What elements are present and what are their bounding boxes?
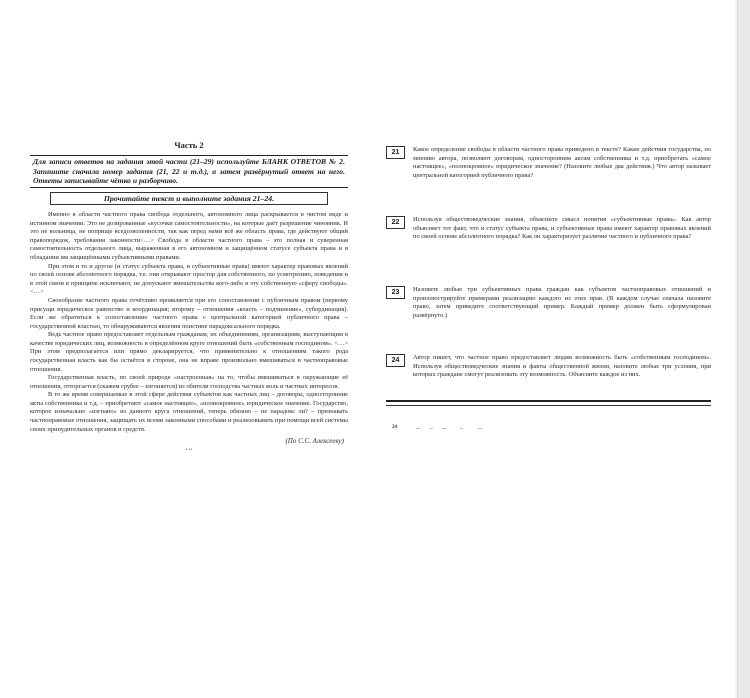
page-number: • •• xyxy=(185,448,193,454)
instructions-box: Для записи ответов на задания этой части (21–29) используйте БЛАНК ОТВЕТОВ № 2. Запишите сначала номер задания (21, 22 и т.д.), а затем развёрнутый ответ на него. Ответы записывайте чётко и разборчиво. xyxy=(30,155,348,188)
end-rule-thick xyxy=(386,400,711,402)
task-22 xyxy=(386,216,711,242)
next-page-preview xyxy=(386,425,711,433)
source-text xyxy=(30,211,348,434)
author-attribution: (По С.С. Алексееву) xyxy=(285,437,344,446)
part-title: Часть 2 xyxy=(174,140,204,150)
task-text: Какое определение свободы в области частного права приведено в тексте? Какие действия государства, по мнению автора, позволяют договорам, односторонним актам собственника и т.д. приобретать «самое настоящее», «полнокровное» юридическое значение? (Назовите любые два действия.) Что автор называет центральной категорией публичного права? xyxy=(413,146,711,179)
left-column xyxy=(30,140,348,453)
end-rule-thin xyxy=(386,405,711,406)
faint-mark xyxy=(478,428,482,429)
text-paragraph: Именно в области частного права свобода отдельного, автономного лица раскрывается в чистом виде и истинном значении. Это не дозированные «кусочки самостоятельности», на которые даёт разрешение чиновник. И это не вольница, не поприще вседозволенности, так как перед нами всё же область права, где действуют общий правопорядок, требования законности<…> Свобода в области частного права – это полная и суверенная самостоятельность отдельного лица, выраженная в его автономном и защищённом статусе субъекта права и в обладании им защищёнными субъективными правами. xyxy=(30,211,348,262)
task-text: Используя обществоведческие знания, объясните смысл понятия «субъективные права». Как автор объясняет тот факт, что и статус субъекта права, и субъективные права имеют характер правовых явлений по своей основе абсолютного порядка? Как он характеризует различие частного и публичного права? xyxy=(413,216,711,241)
faint-mark xyxy=(442,428,447,429)
task-number-box: 22 xyxy=(386,216,405,229)
text-paragraph: В то же время совершаемые в этой сфере действия субъектов как частных лиц – договоры, односторонние акты собственника и т.д. – приобретают «самое настоящее», «полнокровное» юридическое значение. Государство, которое изначально «изгнано» из данного круга отношений, теперь обязано – не парадокс ли? – признавать частноправовые отношения, защищать их всеми законными способами и реализовывать при помощи всей системы своих принудительных органов и средств. xyxy=(30,391,348,433)
task-number-box: 21 xyxy=(386,146,405,159)
faint-mark xyxy=(460,428,463,429)
faint-mark xyxy=(416,428,420,429)
task-21 xyxy=(386,146,711,180)
task-number-box: 24 xyxy=(386,354,405,367)
text-paragraph: Ведь частное право предоставляет отдельным гражданам, их объединениям, организациям, выступающим в качестве юридических лиц, возможность в определённом круге отношений быть «собственным господином». <…> При этом предполагается или прямо декларируется, что применительно к отношениям такого рода государственная власть как бы остаётся в стороне, она не вправе произвольно вмешиваться в частноправовые отношения. xyxy=(30,331,348,373)
task-text: Назовите любые три субъективных права граждан как субъектов частноправовых отношений и проиллюстрируйте примерами реализацию каждого из этих прав. (В каждом случае сначала назовите право, затем приведите соответствующий пример. Каждый пример должен быть сформулирован развёрнуто.) xyxy=(413,286,711,319)
task-23 xyxy=(386,286,711,320)
faint-mark xyxy=(430,428,433,429)
page-edge xyxy=(737,0,750,698)
task-text: Автор пишет, что частное право предоставляет людям возможность быть «собственным господином». Используя обществоведческие знания и факты общественной жизни, назовите любые три условия, при которых граждане смогут реализовать эту возможность. Объясните каждое из них. xyxy=(413,354,711,379)
task-number-box: 23 xyxy=(386,286,405,299)
footer-number: 24 xyxy=(392,425,397,430)
reading-task-title: Прочитайте текст и выполните задания 21–24. xyxy=(50,192,328,205)
task-24 xyxy=(386,354,711,380)
text-paragraph: Своеобразие частного права отчётливо проявляется при его сопоставлении с публичным правом (первому присущи юридическое равенство и координация; второму – отношения «власть – подчинение», субординация). Если же обратиться к сопоставлению частного права с центральной категорией публичного права – государственной властью, то обнаруживаются явления поистине парадоксального порядка. xyxy=(30,296,348,330)
text-paragraph: При этом и то и другое (и статус субъекта права, и субъективные права) имеют характер правовых явлений по своей основе абсолютного порядка, т.е. они открывают простор для собственного, по усмотрению, поведения и в этой связи в принципе исключают, не допускают вмешательства кого-либо в эту собственную «сферу свободы». <…> xyxy=(30,262,348,296)
text-paragraph: Государственная власть, по своей природе «настроенная» на то, чтобы вмешиваться в окружающие её отношения, отторгается (скажем грубее – изгоняется) из обители господства частных воль и частных интересов. xyxy=(30,374,348,390)
